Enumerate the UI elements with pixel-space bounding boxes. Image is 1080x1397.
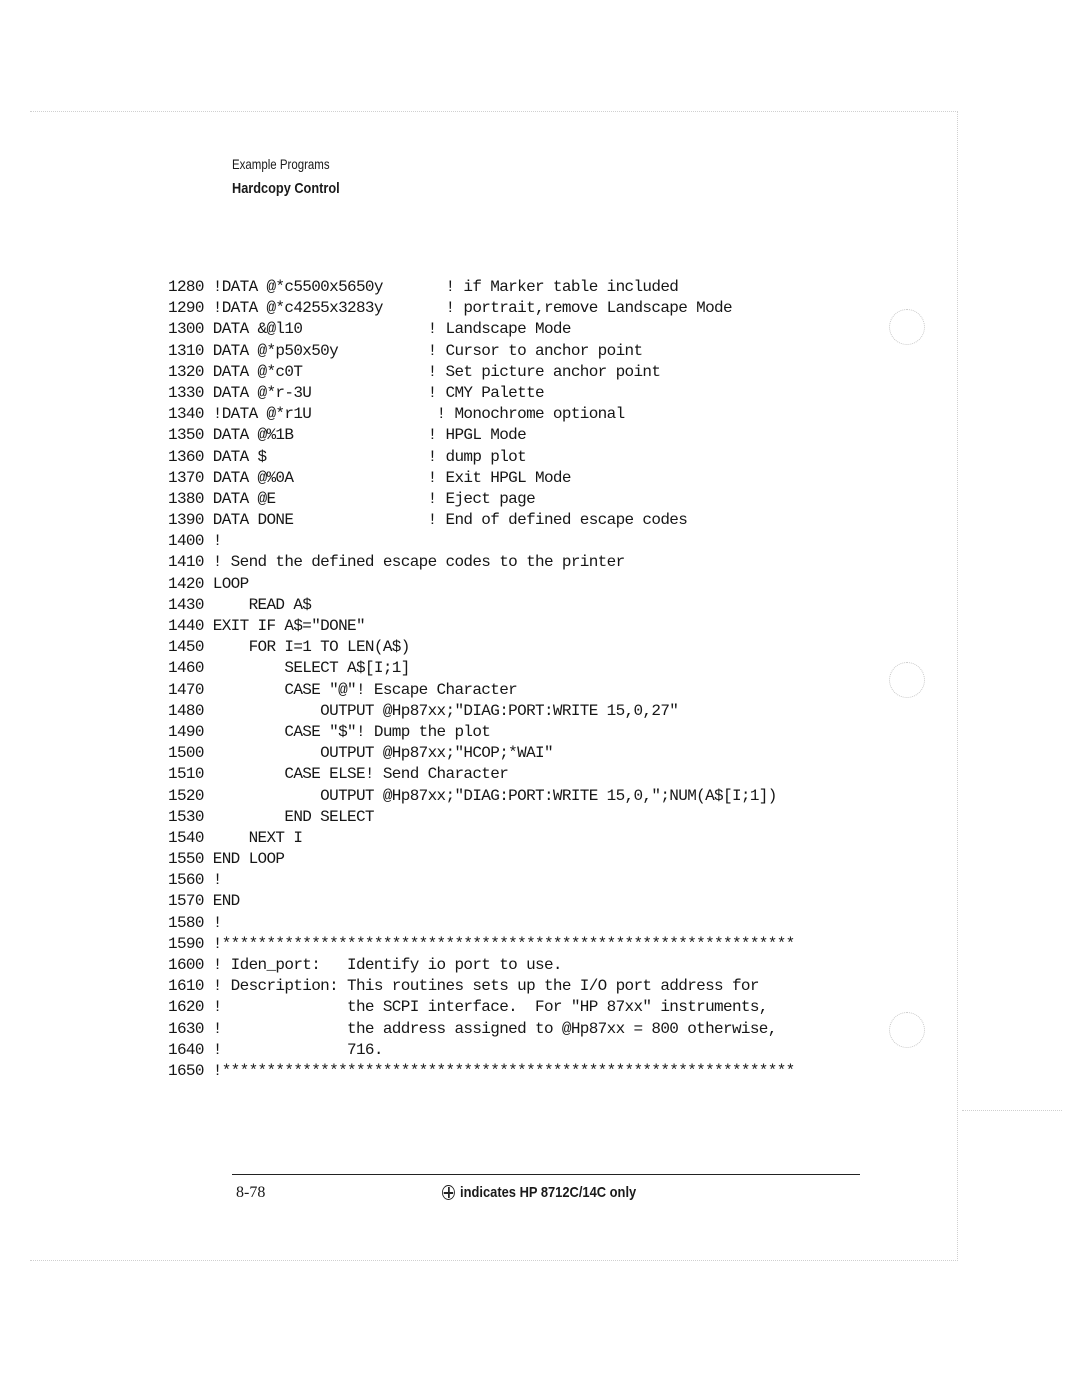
page-title: Hardcopy Control [232, 180, 340, 197]
code-line: 1640 ! 716. [168, 1040, 383, 1059]
code-line: 1310 DATA @*p50x50y ! Cursor to anchor point [168, 341, 643, 360]
page-number: 8-78 [236, 1184, 266, 1201]
code-line: 1450 FOR I=1 TO LEN(A$) [168, 638, 410, 657]
code-line: 1400 ! [168, 532, 222, 551]
footer-rule [232, 1174, 860, 1175]
code-line: 1550 END LOOP [168, 850, 285, 869]
code-line: 1610 ! Description: This routines sets up the I/O port address for [168, 977, 759, 996]
model-footnote [442, 1184, 636, 1201]
page-edge-right [957, 111, 958, 1261]
code-line: 1370 DATA @%0A ! Exit HPGL Mode [168, 468, 571, 487]
code-line: 1500 OUTPUT @Hp87xx;"HCOP;*WAI" [168, 744, 553, 763]
plus-circle-icon [442, 1185, 455, 1200]
code-line: 1420 LOOP [168, 574, 249, 593]
code-line: 1390 DATA DONE ! End of defined escape codes [168, 511, 688, 530]
code-line: 1520 OUTPUT @Hp87xx;"DIAG:PORT:WRITE 15,0,";NUM(A$[I;1]) [168, 786, 777, 805]
code-line: 1360 DATA $ ! dump plot [168, 447, 527, 466]
code-line: 1380 DATA @E ! Eject page [168, 489, 536, 508]
code-line: 1290 !DATA @*c4255x3283y ! portrait,remove Landscape Mode [168, 299, 732, 318]
code-line: 1410 ! Send the defined escape codes to the printer [168, 553, 625, 572]
code-line: 1340 !DATA @*r1U ! Monochrome optional [168, 405, 625, 424]
code-line: 1600 ! Iden_port: Identify io port to use. [168, 956, 562, 974]
code-line: 1570 END [168, 892, 240, 911]
code-line: 1300 DATA &@l10 ! Landscape Mode [168, 320, 571, 339]
code-line: 1530 END SELECT [168, 807, 374, 826]
page-edge-tab [962, 1110, 1062, 1111]
code-line: 1470 CASE "@"! Escape Character [168, 680, 518, 699]
code-line: 1280 !DATA @*c5500x5650y ! if Marker table included [168, 278, 679, 296]
code-line: 1440 EXIT IF A$="DONE" [168, 617, 365, 635]
binder-hole-top [889, 309, 925, 345]
code-listing [168, 277, 795, 1082]
code-line: 1540 NEXT I [168, 828, 303, 847]
binder-hole-middle [889, 662, 925, 698]
page-edge-bottom [30, 1260, 958, 1261]
code-line: 1320 DATA @*c0T ! Set picture anchor point [168, 362, 661, 381]
code-line: 1330 DATA @*r-3U ! CMY Palette [168, 383, 544, 402]
code-line: 1650 !**************************************************************** [168, 1061, 795, 1080]
footnote-text: indicates HP 8712C/14C only [460, 1184, 637, 1201]
code-line: 1460 SELECT A$[I;1] [168, 659, 410, 678]
code-line: 1350 DATA @%1B ! HPGL Mode [168, 426, 527, 445]
code-line: 1620 ! the SCPI interface. For "HP 87xx" instruments, [168, 998, 768, 1017]
code-line: 1430 READ A$ [168, 595, 312, 614]
code-line: 1630 ! the address assigned to @Hp87xx = 800 otherwise, [168, 1019, 777, 1038]
page-edge-top [30, 111, 958, 112]
code-line: 1480 OUTPUT @Hp87xx;"DIAG:PORT:WRITE 15,0,27" [168, 701, 679, 720]
binder-hole-bottom [889, 1012, 925, 1048]
section-header: Example Programs [232, 156, 330, 172]
code-line: 1510 CASE ELSE! Send Character [168, 765, 509, 784]
code-line: 1580 ! [168, 913, 222, 932]
code-line: 1560 ! [168, 871, 222, 890]
code-line: 1590 !**************************************************************** [168, 934, 795, 953]
code-line: 1490 CASE "$"! Dump the plot [168, 722, 491, 741]
